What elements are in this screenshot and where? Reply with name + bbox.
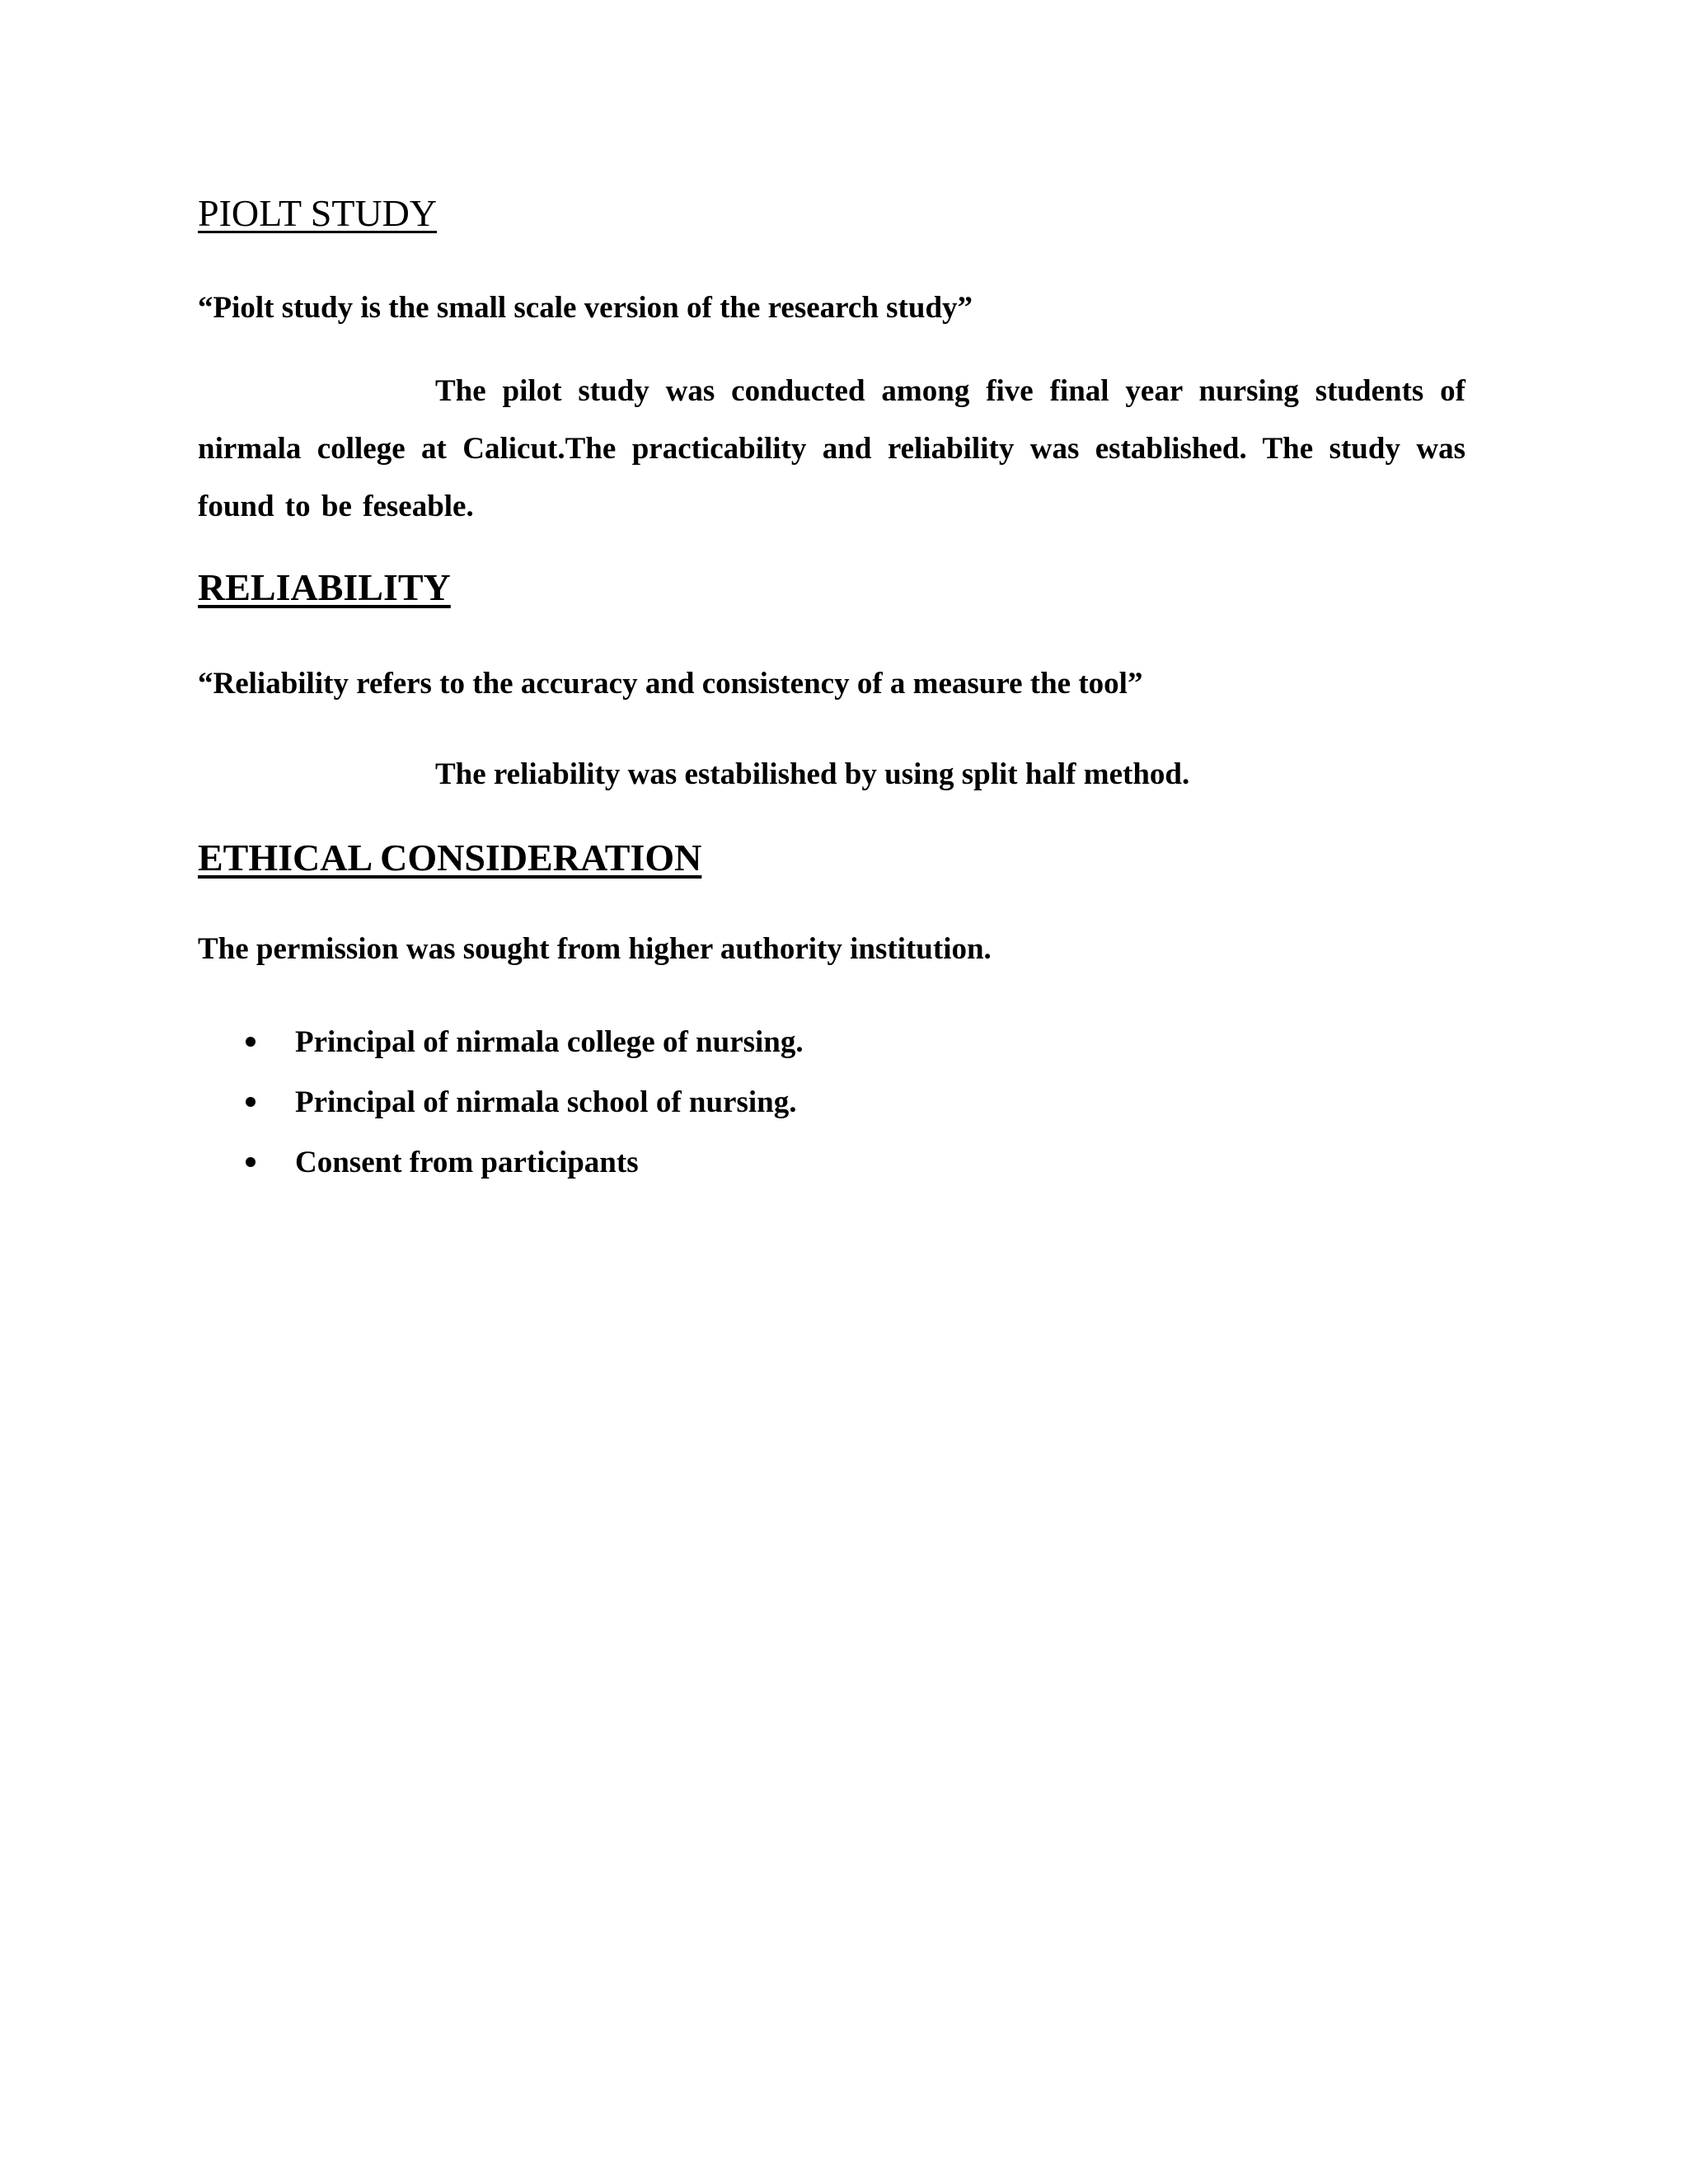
reliability-heading: RELIABILITY	[198, 566, 451, 608]
pilot-study-paragraph: The pilot study was conducted among five final year nursing students of nirmala college at Calicut.The practicability and reliability was established. The study was found to be feseable.	[198, 374, 1465, 523]
list-item-text: Principal of nirmala school of nursing.	[295, 1085, 797, 1119]
bullet-icon	[246, 1037, 256, 1047]
ethical-consideration-heading: ETHICAL CONSIDERATION	[198, 837, 702, 879]
pilot-study-heading: PIOLT STUDY	[198, 192, 438, 234]
bullet-icon	[246, 1157, 256, 1167]
bullet-icon	[246, 1097, 256, 1107]
list-item-text: Principal of nirmala college of nursing.	[295, 1025, 804, 1059]
reliability-definition: “Reliability refers to the accuracy and consistency of a measure the tool”	[198, 667, 1143, 701]
pilot-study-definition: “Piolt study is the small scale version of the research study”	[198, 291, 973, 325]
ethical-intro: The permission was sought from higher authority institution.	[198, 932, 992, 966]
list-item-text: Consent from participants	[295, 1146, 639, 1179]
reliability-paragraph: The reliability was estabilished by using split half method.	[435, 757, 1190, 791]
